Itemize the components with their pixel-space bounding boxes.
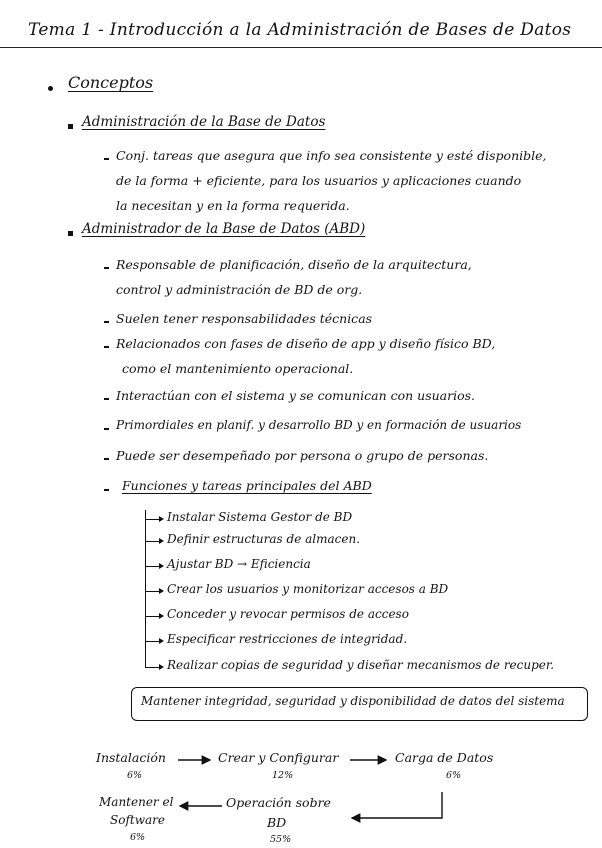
list-item: Responsable de planificación, diseño de la arquitectura, <box>116 257 472 272</box>
dash-bullet <box>104 398 109 400</box>
arrow-right-icon <box>146 641 160 642</box>
flow-step-percent: 55% <box>270 834 292 845</box>
dash-bullet <box>104 428 109 430</box>
list-item-cont: como el mantenimiento operacional. <box>122 361 354 376</box>
flow-step-percent: 6% <box>127 770 143 781</box>
bullet-dot <box>48 86 53 91</box>
flow-arrows <box>0 740 602 848</box>
flow-step-operacion: Operación sobre <box>226 795 331 810</box>
summary-text: Mantener integridad, seguridad y disponibilidad de datos del sistema <box>141 694 565 708</box>
dash-bullet <box>104 267 109 269</box>
arrow-right-icon <box>146 519 160 520</box>
tree-connector <box>145 510 146 668</box>
flow-step-percent: 12% <box>272 770 294 781</box>
list-item: Puede ser desempeñado por persona o grupo de personas. <box>116 448 489 463</box>
function-item: Realizar copias de seguridad y diseñar mecanismos de recuper. <box>167 658 555 672</box>
text-line: de la forma + eficiente, para los usuarios y aplicaciones cuando <box>116 173 522 188</box>
text-line: la necesitan y en la forma requerida. <box>116 198 350 213</box>
flow-step-mantener: Mantener el <box>99 795 174 809</box>
bullet-square <box>68 231 73 236</box>
bullet-square <box>68 124 73 129</box>
flow-step-percent: 6% <box>130 832 146 843</box>
subsection-heading-abd: Administrador de la Base de Datos (ABD) <box>82 221 366 237</box>
text-line: Conj. tareas que asegura que info sea consistente y esté disponible, <box>116 148 547 163</box>
dash-bullet <box>104 158 109 160</box>
section-heading: Conceptos <box>68 73 154 92</box>
list-item: Interactúan con el sistema y se comunican con usuarios. <box>116 388 476 403</box>
flow-step-instalacion: Instalación <box>96 750 166 765</box>
subsection-heading-admin-bd: Administración de la Base de Datos <box>82 114 326 130</box>
list-item: Suelen tener responsabilidades técnicas <box>116 311 373 326</box>
arrow-right-icon <box>146 591 160 592</box>
page-title: Tema 1 - Introducción a la Administración de Bases de Datos <box>28 20 572 40</box>
list-item: Relacionados con fases de diseño de app y diseño físico BD, <box>116 336 496 351</box>
dash-bullet <box>104 458 109 460</box>
dash-bullet <box>104 346 109 348</box>
flow-step-percent: 6% <box>446 770 462 781</box>
arrow-right-icon <box>146 541 160 542</box>
function-item: Crear los usuarios y monitorizar accesos a BD <box>167 582 449 596</box>
title-divider <box>0 47 602 48</box>
flow-step-software: Software <box>110 813 165 827</box>
dash-bullet <box>104 489 109 491</box>
arrow-right-icon <box>146 566 160 567</box>
list-item: Primordiales en planif. y desarrollo BD y en formación de usuarios <box>116 418 522 432</box>
functions-heading: Funciones y tareas principales del ABD <box>122 478 372 493</box>
arrow-carga-operacion <box>352 792 442 818</box>
flow-step-operacion-bd: BD <box>267 815 287 830</box>
function-item: Especificar restricciones de integridad. <box>167 632 408 646</box>
arrow-right-icon <box>146 667 160 668</box>
dash-bullet <box>104 321 109 323</box>
list-item-cont: control y administración de BD de org. <box>116 282 363 297</box>
function-item: Definir estructuras de almacen. <box>167 532 361 546</box>
function-item: Instalar Sistema Gestor de BD <box>167 510 353 524</box>
function-item: Conceder y revocar permisos de acceso <box>167 607 409 621</box>
function-item: Ajustar BD → Eficiencia <box>167 557 311 571</box>
flow-step-crear-configurar: Crear y Configurar <box>218 750 339 765</box>
flow-step-carga-datos: Carga de Datos <box>395 750 494 765</box>
arrow-right-icon <box>146 616 160 617</box>
